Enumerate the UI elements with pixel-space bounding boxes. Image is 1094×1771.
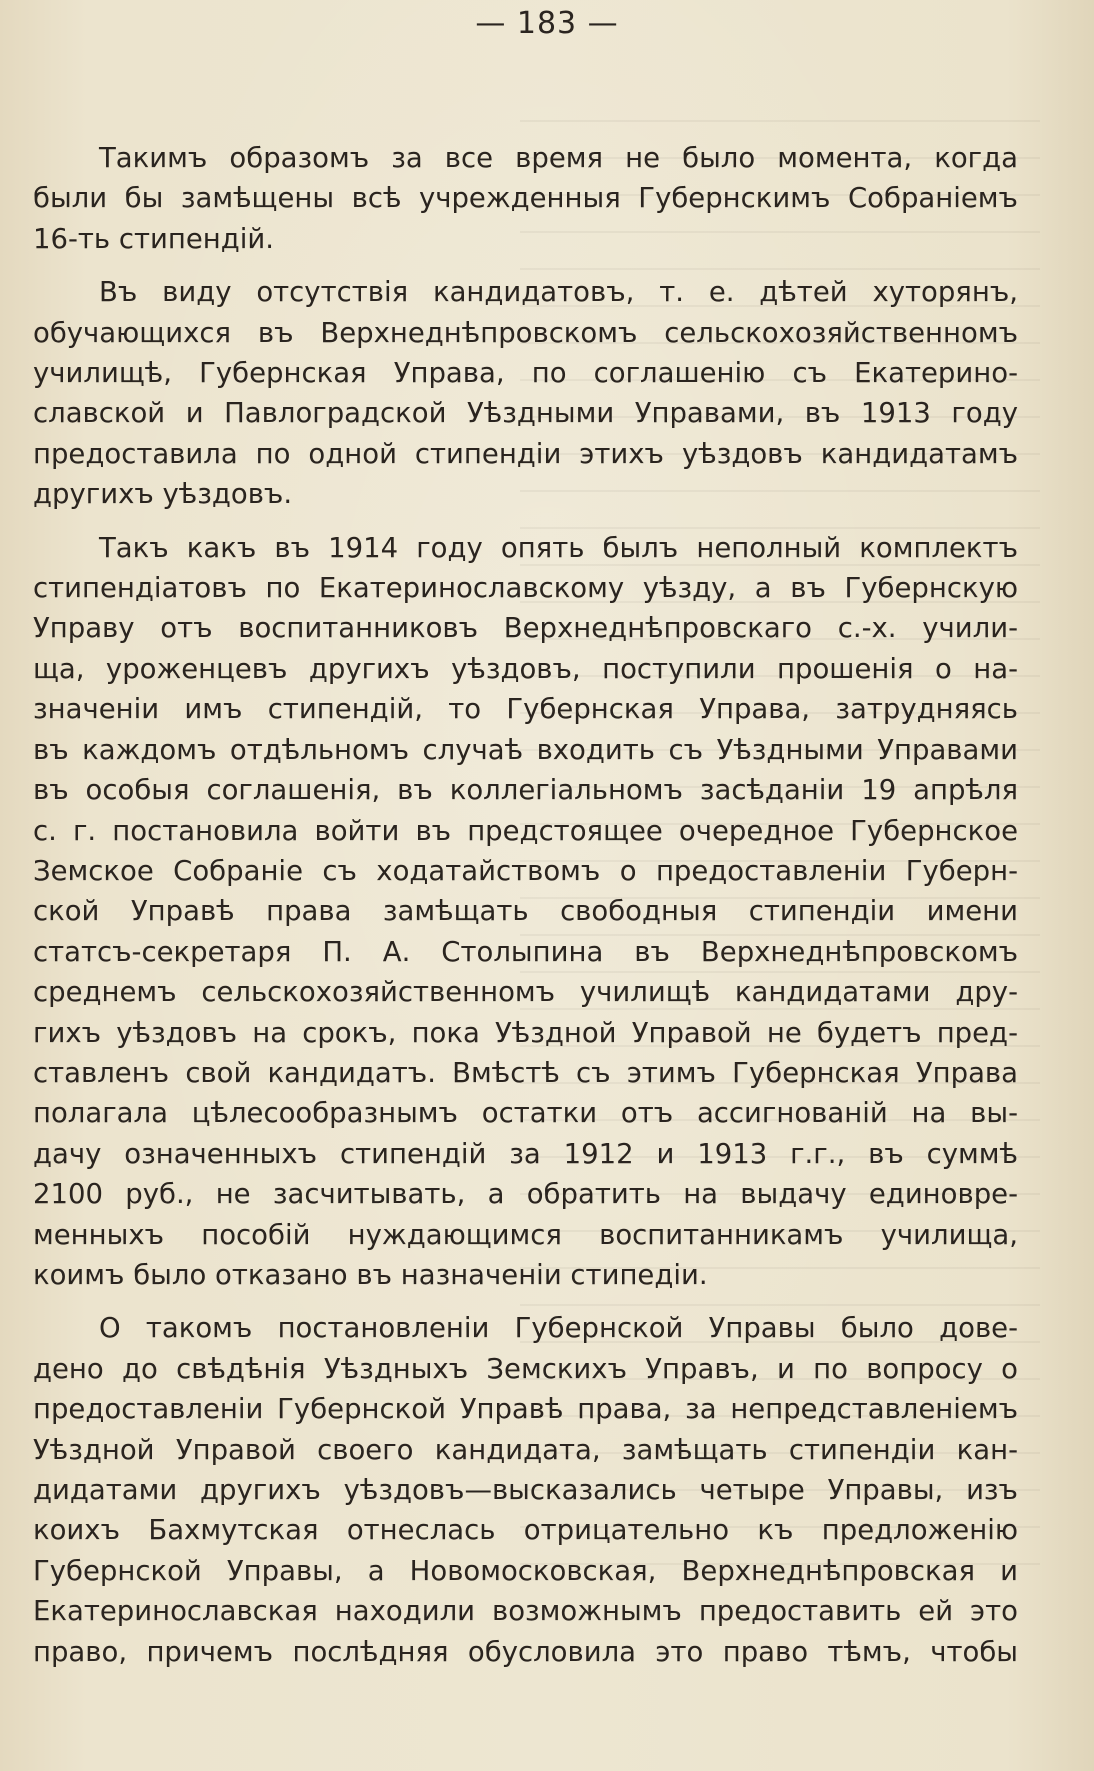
- text-line: обучающихся въ Верхнеднѣпровскомъ сельскохозяйственномъ: [33, 316, 1018, 349]
- text-line: дачу означенныхъ стипендій за 1912 и 1913 г.г., въ суммѣ: [33, 1137, 1018, 1170]
- text-line: О такомъ постановленіи Губернской Управы было дове-: [99, 1312, 1018, 1345]
- text-line: предоставила по одной стипендіи этихъ уѣздовъ кандидатамъ: [33, 437, 1018, 470]
- text-line: Въ виду отсутствія кандидатовъ, т. е. дѣтей хуторянъ,: [99, 276, 1018, 309]
- text-line: полагала цѣлесообразнымъ остатки отъ ассигнованій на вы-: [33, 1097, 1018, 1130]
- paragraph-2: [33, 272, 1018, 514]
- text-line: дено до свѣдѣнія Уѣздныхъ Земскихъ Управъ, и по вопросу о: [33, 1352, 1018, 1385]
- text-line: въ каждомъ отдѣльномъ случаѣ входить съ Уѣздными Управами: [33, 733, 1018, 766]
- text-line: менныхъ пособій нуждающимся воспитанникамъ училища,: [33, 1218, 1018, 1251]
- text-line: училищѣ, Губернская Управа, по соглашенію съ Екатерино-: [33, 357, 1018, 390]
- paragraph-1: [33, 138, 1018, 259]
- text-line: право, причемъ послѣдняя обусловила это право тѣмъ, чтобы: [33, 1635, 1018, 1668]
- text-line: статсъ-секретаря П. А. Столыпина въ Верхнеднѣпровскомъ: [33, 935, 1018, 968]
- paragraph-4: [33, 1308, 1018, 1672]
- text-line: ставленъ свой кандидатъ. Вмѣстѣ съ этимъ Губернская Управа: [33, 1056, 1018, 1089]
- text-line: Такимъ образомъ за все время не было момента, когда: [99, 142, 1018, 174]
- text-line: ща, уроженцевъ другихъ уѣздовъ, поступили прошенія о на-: [33, 652, 1018, 685]
- text-line: предоставленіи Губернской Управѣ права, за непредставленіемъ: [33, 1393, 1018, 1426]
- text-line: Управу отъ воспитанниковъ Верхнеднѣпровскаго с.-х. учили-: [33, 612, 1018, 645]
- text-line: гихъ уѣздовъ на срокъ, пока Уѣздной Управой не будетъ пред-: [33, 1016, 1018, 1049]
- text-line: коихъ Бахмутская отнеслась отрицательно къ предложенію: [33, 1514, 1018, 1547]
- body-text: [33, 138, 1018, 1685]
- text-line: значеніи имъ стипендій, то Губернская Управа, затрудняясь: [33, 693, 1018, 726]
- text-line: славской и Павлоградской Уѣздными Управами, въ 1913 году: [33, 397, 1018, 430]
- text-line: дидатами другихъ уѣздовъ—высказались четыре Управы, изъ: [33, 1474, 1018, 1506]
- text-line: среднемъ сельскохозяйственномъ училищѣ кандидатами дру-: [33, 976, 1018, 1009]
- text-line: Уѣздной Управой своего кандидата, замѣщать стипендіи кан-: [33, 1433, 1018, 1466]
- paragraph-3: [33, 528, 1018, 1296]
- text-line: коимъ было отказано въ назначеніи стипедіи.: [33, 1258, 708, 1291]
- text-line: с. г. постановила войти въ предстоящее очередное Губернское: [33, 814, 1018, 847]
- text-line: въ особыя соглашенія, въ коллегіальномъ засѣданіи 19 апрѣля: [33, 774, 1018, 807]
- text-line: стипендіатовъ по Екатеринославскому уѣзду, а въ Губернскую: [33, 572, 1018, 605]
- text-line: 2100 руб., не засчитывать, а обратить на выдачу единовре-: [33, 1178, 1018, 1211]
- text-line: другихъ уѣздовъ.: [33, 478, 293, 511]
- text-line: 16-ть стипендій.: [33, 222, 275, 255]
- text-line: Такъ какъ въ 1914 году опять былъ неполный комплектъ: [99, 531, 1018, 564]
- page-number: — 183 —: [475, 6, 619, 41]
- text-line: Земское Собраніе съ ходатайствомъ о предоставленіи Губерн-: [33, 854, 1018, 887]
- text-line: были бы замѣщены всѣ учрежденныя Губернскимъ Собраніемъ: [33, 182, 1018, 215]
- text-line: ской Управѣ права замѣщать свободныя стипендіи имени: [33, 895, 1018, 928]
- text-line: Губернской Управы, а Новомосковская, Верхнеднѣпровская и: [33, 1554, 1018, 1587]
- text-line: Екатеринославская находили возможнымъ предоставить ей это: [33, 1595, 1018, 1628]
